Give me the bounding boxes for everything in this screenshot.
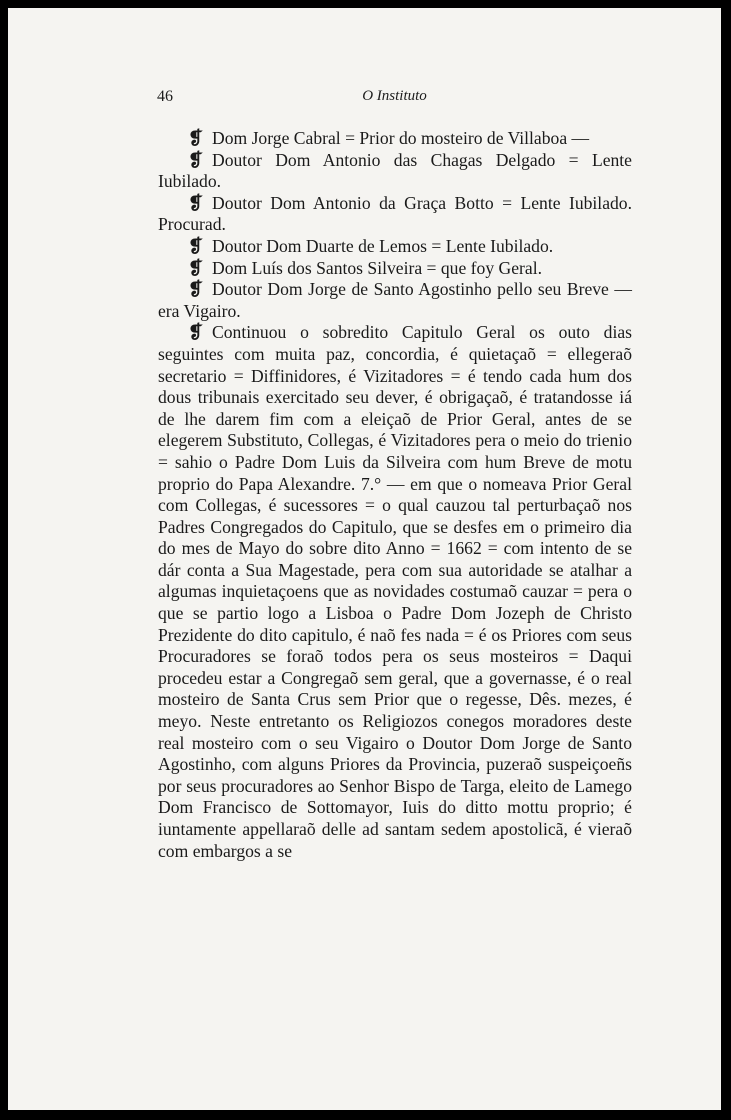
paragraph-marker-icon: ❡ xyxy=(188,128,204,148)
paragraph-marker-icon: ❡ xyxy=(188,279,204,300)
entry-antonio-chagas xyxy=(158,150,632,193)
entry-antonio-botto xyxy=(158,193,632,236)
entry-duarte-lemos xyxy=(158,236,632,258)
paragraph-marker-icon: ❡ xyxy=(188,235,204,256)
body-text xyxy=(158,128,632,862)
page-header xyxy=(157,88,632,108)
entry-text: Continuou o sobredito Capitulo Geral os outo dias seguintes com muita paz, concordia, é quietaçaõ = ellegeraõ secretario = Diffinidores, é Vizitadores = é tendo cada hum dos dous tribunais exercitado seu dever, é obrigaçaõ, é tratandosse iá de lhe darem fim com a eleiçaõ de Prior Geral, antes de se elegerem Substituto, Collegas, é Vizitadores pera o meio do trienio = sahio o Padre Dom Luis da Silveira com hum Breve de motu proprio do Papa Alexandre. 7.° — em que o nomeava Prior Geral com Collegas, é sucessores = o qual cauzou tal perturbaçaõ nos Padres Congregados do Capitulo, que se desfes em o primeiro dia do mes de Mayo do sobre dito Anno = 1662 = com intento de se dár conta a Sua Magestade, pera com sua autoridade se atalhar a algumas inquietaçoens que as novidades costumaõ cauzar = pera o que se partio logo a Lisboa o Padre Dom Jozeph de Christo Prezidente do dito capitulo, é naõ fes nada = é os Priores com seus Procuradores se foraõ todos pera os seus mosteiros = Daqui procedeu estar a Congregaõ sem geral, que a governasse, é o real mosteiro de Santa Crus sem Prior que o regesse, Dês. mezes, é meyo. Neste entretanto os Religiozos conegos moradores deste real mosteiro com o seu Vigairo o Doutor Dom Jorge de Santo Agostinho, com alguns Priores da Provincia, puzeraõ suspeiçoeñs por seus procuradores ao Senhor Bispo de Targa, eleito de Lamego Dom Francisco de Sottomayor, Iuis do ditto mottu proprio; é iuntamente appellaraõ delle ad santam sedem apostolicã, é vieraõ com embargos a se xyxy=(158,322,632,861)
entry-text: Doutor Dom Jorge de Santo Agostinho pello seu Breve — era Vigairo. xyxy=(158,279,632,321)
running-title: O Instituto xyxy=(362,88,427,104)
paragraph-marker-icon: ❡ xyxy=(188,149,204,170)
entry-jorge-cabral xyxy=(158,128,632,150)
paragraph-marker-icon: ❡ xyxy=(188,257,204,278)
paragraph-marker-icon: ❡ xyxy=(188,192,204,213)
entry-text: Dom Jorge Cabral = Prior do mosteiro de Villaboa — xyxy=(212,128,590,148)
entry-luis-silveira xyxy=(158,258,632,280)
page-number: 46 xyxy=(157,88,173,105)
entry-text: Doutor Dom Duarte de Lemos = Lente Iubilado. xyxy=(212,235,554,256)
paragraph-marker-icon: ❡ xyxy=(188,322,204,343)
entry-text: Doutor Dom Antonio da Graça Botto = Lente Iubilado. Procurad. xyxy=(158,192,632,235)
entry-text: Dom Luís dos Santos Silveira = que foy Geral. xyxy=(212,257,542,278)
entry-text: Doutor Dom Antonio das Chagas Delgado = Lente Iubilado. xyxy=(158,149,632,192)
main-paragraph xyxy=(158,322,632,862)
entry-jorge-agostinho xyxy=(158,279,632,322)
